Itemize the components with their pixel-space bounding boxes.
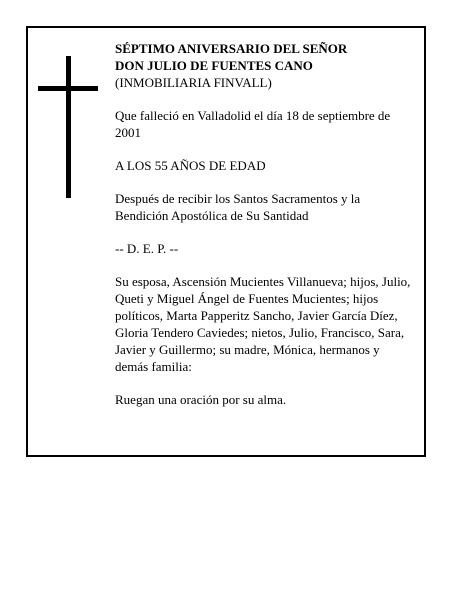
rip-line: -- D. E. P. -- [115, 241, 179, 256]
heading-line-2: DON JULIO DE FUENTES CANO [115, 58, 313, 73]
death-info: Que falleció en Valladolid el día 18 de septiembre de 2001 [115, 108, 391, 140]
cross-icon [66, 56, 71, 198]
company-name: (INMOBILIARIA FINVALL) [115, 75, 272, 90]
age-line: A LOS 55 AÑOS DE EDAD [115, 158, 266, 173]
notice-heading [115, 40, 415, 91]
obituary-notice [26, 26, 426, 457]
cross-icon-arm [38, 86, 98, 91]
heading-line-1: SÉPTIMO ANIVERSARIO DEL SEÑOR [115, 41, 348, 56]
notice-text [115, 40, 415, 424]
family-list: Su esposa, Ascensión Mucientes Villanueva; hijos, Julio, Queti y Miguel Ángel de Fuentes Mucientes; hijos políticos, Marta Papperitz Sancho, Javier García Díez, Gloria Tendero Caviedes; nietos, Julio, Francisco, Sara, Javier y Guillermo; su madre, Mónica, hermanos y demás familia: [115, 274, 411, 374]
prayer-line: Ruegan una oración por su alma. [115, 392, 287, 407]
sacraments-line: Después de recibir los Santos Sacramentos y la Bendición Apostólica de Su Santidad [115, 191, 361, 223]
